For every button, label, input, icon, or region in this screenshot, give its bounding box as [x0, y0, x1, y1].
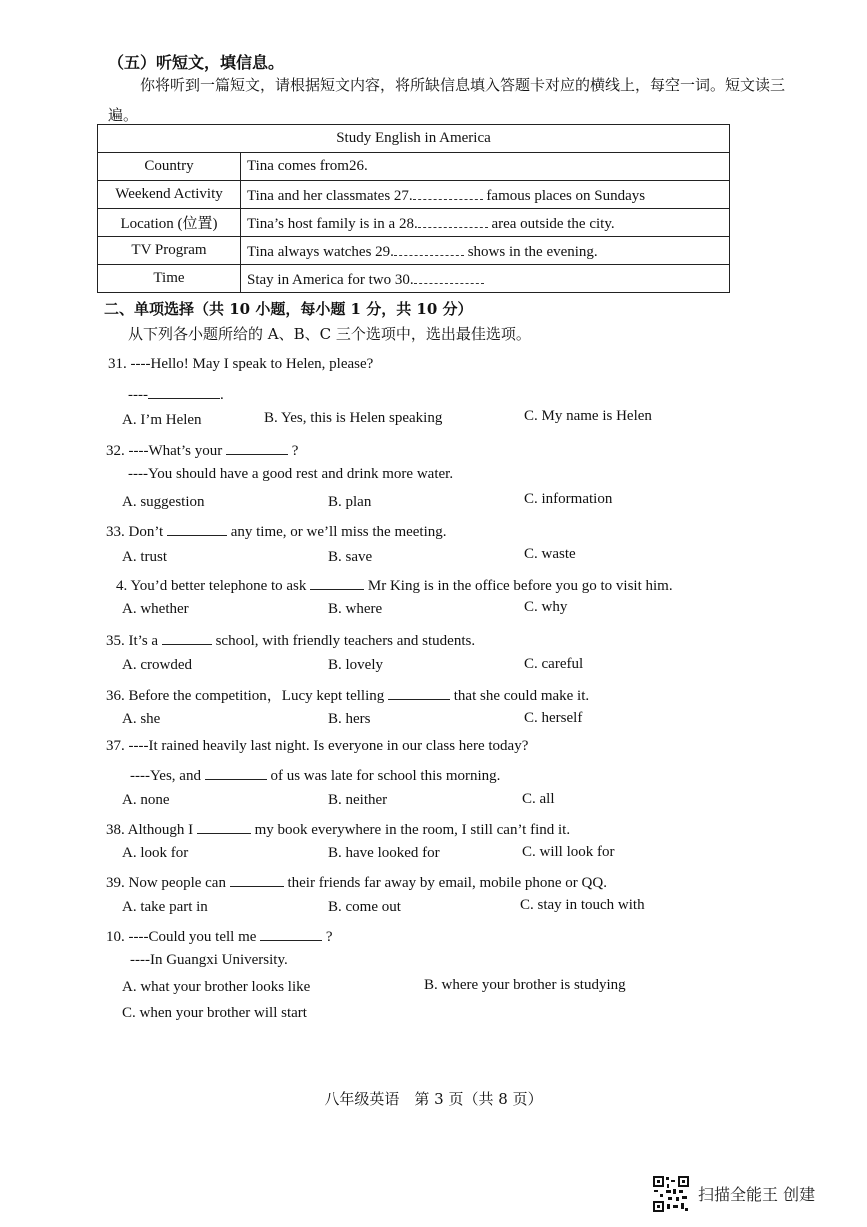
- row-label: Location (位置): [98, 209, 241, 237]
- option-c[interactable]: C. herself: [524, 710, 583, 726]
- row-label: Weekend Activity: [98, 181, 241, 209]
- option-c[interactable]: C. careful: [524, 656, 584, 672]
- question-31-stem: 31. ----Hello! May I speak to Helen, please?: [108, 356, 374, 372]
- table-row: [98, 209, 730, 237]
- option-c[interactable]: C. all: [522, 791, 555, 807]
- option-c[interactable]: C. My name is Helen: [524, 408, 652, 424]
- row-label: Country: [98, 153, 241, 181]
- table-row: [98, 265, 730, 293]
- table-row: [98, 181, 730, 209]
- answer-blank[interactable]: [418, 213, 488, 228]
- section2-instructions: 从下列各小题所给的 A、B、C 三个选项中，选出最佳选项。: [128, 325, 531, 343]
- question-34-stem: 4. You’d better telephone to ask Mr King is in the office before you go to visit him.: [116, 575, 673, 595]
- question-40-stem: 10. ----Could you tell me ?: [106, 926, 333, 946]
- question-31-reply: ---- .: [128, 384, 224, 404]
- section5-instructions: 你将听到一篇短文，请根据短文内容，将所缺信息填入答题卡对应的横线上，每空一词。短文读三遍。: [108, 76, 786, 124]
- option-a[interactable]: A. crowded: [122, 657, 192, 673]
- answer-blank[interactable]: [205, 765, 267, 780]
- answer-blank[interactable]: [310, 575, 364, 590]
- option-a[interactable]: A. none: [122, 792, 170, 808]
- option-c[interactable]: C. why: [524, 599, 568, 615]
- option-a[interactable]: A. look for: [122, 845, 189, 861]
- answer-blank[interactable]: [148, 384, 220, 399]
- answer-blank[interactable]: [167, 521, 227, 536]
- option-b[interactable]: B. neither: [328, 792, 388, 808]
- scanner-watermark: 扫描全能王 创建: [698, 1185, 816, 1204]
- option-c[interactable]: C. when your brother will start: [122, 1005, 307, 1021]
- table-row: [98, 153, 730, 181]
- option-a[interactable]: A. she: [122, 711, 161, 727]
- option-a[interactable]: A. what your brother looks like: [122, 979, 311, 995]
- table-row: [98, 237, 730, 265]
- option-c[interactable]: C. stay in touch with: [520, 897, 645, 913]
- question-37-reply: ----Yes, and of us was late for school this morning.: [130, 765, 500, 785]
- question-32-stem: 32. ----What’s your ?: [106, 440, 298, 460]
- answer-blank[interactable]: [260, 926, 322, 941]
- row-label: Time: [98, 265, 241, 293]
- question-37-stem: 37. ----It rained heavily last night. Is everyone in our class here today?: [106, 738, 529, 754]
- info-table: [97, 124, 730, 293]
- answer-blank[interactable]: [388, 685, 450, 700]
- question-39-stem: 39. Now people can their friends far away by email, mobile phone or QQ.: [106, 872, 607, 892]
- row-content: Tina always watches 29. shows in the evening.: [241, 237, 730, 265]
- question-38-stem: 38. Although I my book everywhere in the room, I still can’t find it.: [106, 819, 570, 839]
- answer-blank[interactable]: [226, 440, 288, 455]
- answer-blank[interactable]: [413, 185, 483, 200]
- option-b[interactable]: B. where your brother is studying: [424, 977, 626, 993]
- option-a[interactable]: A. take part in: [122, 899, 208, 915]
- row-label: TV Program: [98, 237, 241, 265]
- option-b[interactable]: B. where: [328, 601, 383, 617]
- option-b[interactable]: B. come out: [328, 899, 401, 915]
- row-content: Stay in America for two 30.: [241, 265, 730, 293]
- section2-title: 二、单项选择（共 10 小题，每小题 1 分，共 10 分）: [104, 300, 473, 318]
- question-33-stem: 33. Don’t any time, or we’ll miss the meeting.: [106, 521, 447, 541]
- option-c[interactable]: C. will look for: [522, 844, 615, 860]
- option-a[interactable]: A. whether: [122, 601, 189, 617]
- option-b[interactable]: B. hers: [328, 711, 371, 727]
- answer-blank[interactable]: [162, 630, 212, 645]
- question-32-reply: ----You should have a good rest and drink more water.: [128, 466, 454, 482]
- option-c[interactable]: C. information: [524, 491, 613, 507]
- section5-title: （五）听短文，填信息。: [108, 53, 285, 72]
- option-b[interactable]: B. plan: [328, 494, 372, 510]
- question-40-reply: ----In Guangxi University.: [130, 952, 288, 968]
- page-footer: 八年级英语 第 3 页（共 8 页）: [324, 1090, 543, 1108]
- option-a[interactable]: A. I’m Helen: [122, 412, 202, 428]
- question-36-stem: 36. Before the competition，Lucy kept telling that she could make it.: [106, 684, 589, 705]
- option-a[interactable]: A. suggestion: [122, 494, 205, 510]
- answer-blank[interactable]: [197, 819, 251, 834]
- info-table-title: Study English in America: [98, 125, 730, 153]
- qr-code-icon: [652, 1175, 690, 1213]
- answer-blank[interactable]: [414, 269, 484, 284]
- option-b[interactable]: B. Yes, this is Helen speaking: [264, 410, 443, 426]
- row-content: Tina comes from26.: [241, 153, 730, 181]
- option-c[interactable]: C. waste: [524, 546, 576, 562]
- answer-blank[interactable]: [394, 241, 464, 256]
- question-35-stem: 35. It’s a school, with friendly teachers and students.: [106, 630, 475, 650]
- answer-blank[interactable]: [230, 872, 284, 887]
- option-b[interactable]: B. save: [328, 549, 373, 565]
- row-content: Tina and her classmates 27. famous places on Sundays: [241, 181, 730, 209]
- option-b[interactable]: B. lovely: [328, 657, 383, 673]
- option-a[interactable]: A. trust: [122, 549, 167, 565]
- option-b[interactable]: B. have looked for: [328, 845, 440, 861]
- row-content: Tina’s host family is in a 28. area outside the city.: [241, 209, 730, 237]
